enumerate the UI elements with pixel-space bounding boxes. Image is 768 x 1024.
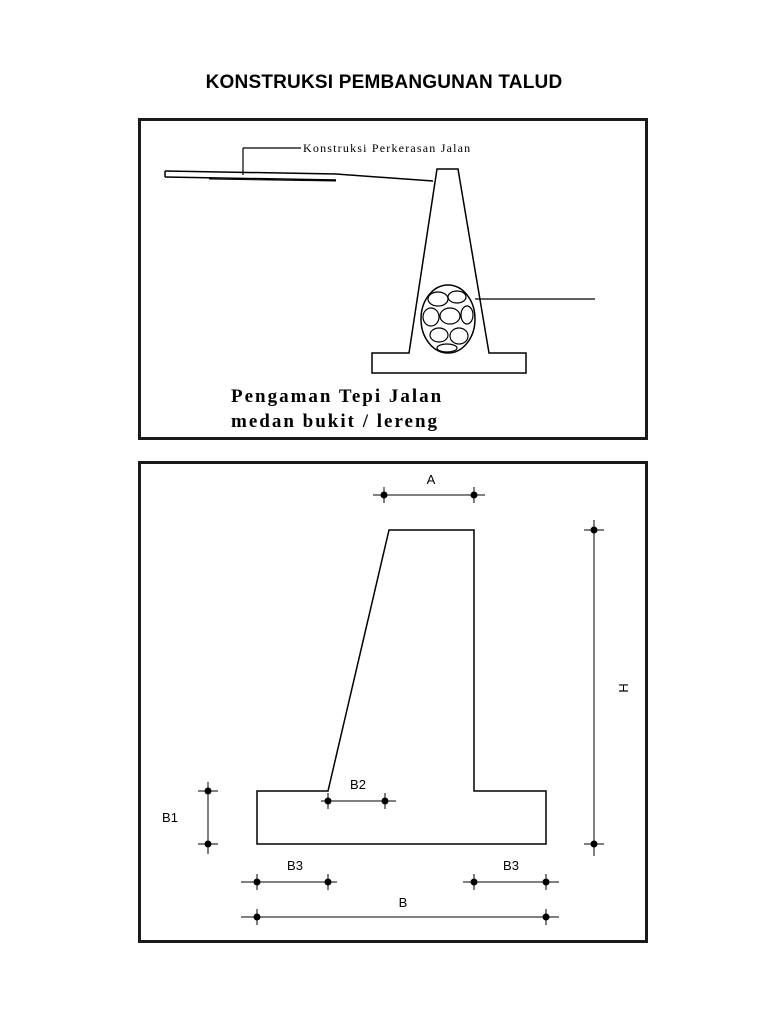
page-title: KONSTRUKSI PEMBANGUNAN TALUD	[205, 72, 563, 93]
wall-outline	[257, 530, 546, 844]
callout-label: Konstruksi Perkerasan Jalan	[303, 141, 472, 155]
retaining-wall-illustration	[138, 118, 648, 440]
retaining-wall-drawing	[141, 121, 645, 437]
label-b: B	[398, 895, 408, 910]
dimension-b1	[198, 782, 218, 854]
label-b1: B1	[162, 810, 178, 825]
dimension-b3-right	[463, 874, 559, 890]
dimension-b3-left	[241, 874, 337, 890]
retaining-wall-dimension-diagram	[138, 461, 648, 943]
label-b3-right: B3	[503, 858, 519, 873]
callout-leader	[243, 148, 301, 175]
dimension-b2	[321, 793, 396, 809]
label-a: A	[426, 472, 436, 487]
label-h: H	[616, 683, 631, 693]
caption-line-2: medan bukit / lereng	[231, 411, 440, 432]
label-b2: B2	[350, 777, 366, 792]
dimension-b	[241, 909, 559, 925]
caption-line-1: Pengaman Tepi Jalan	[231, 386, 444, 407]
drainage-stones	[421, 285, 475, 353]
dimension-a	[373, 487, 485, 503]
label-b3-left: B3	[287, 858, 303, 873]
wall-body	[372, 169, 526, 373]
dimension-drawing	[141, 464, 645, 940]
dimension-h	[584, 520, 604, 856]
road-pavement	[165, 171, 433, 181]
